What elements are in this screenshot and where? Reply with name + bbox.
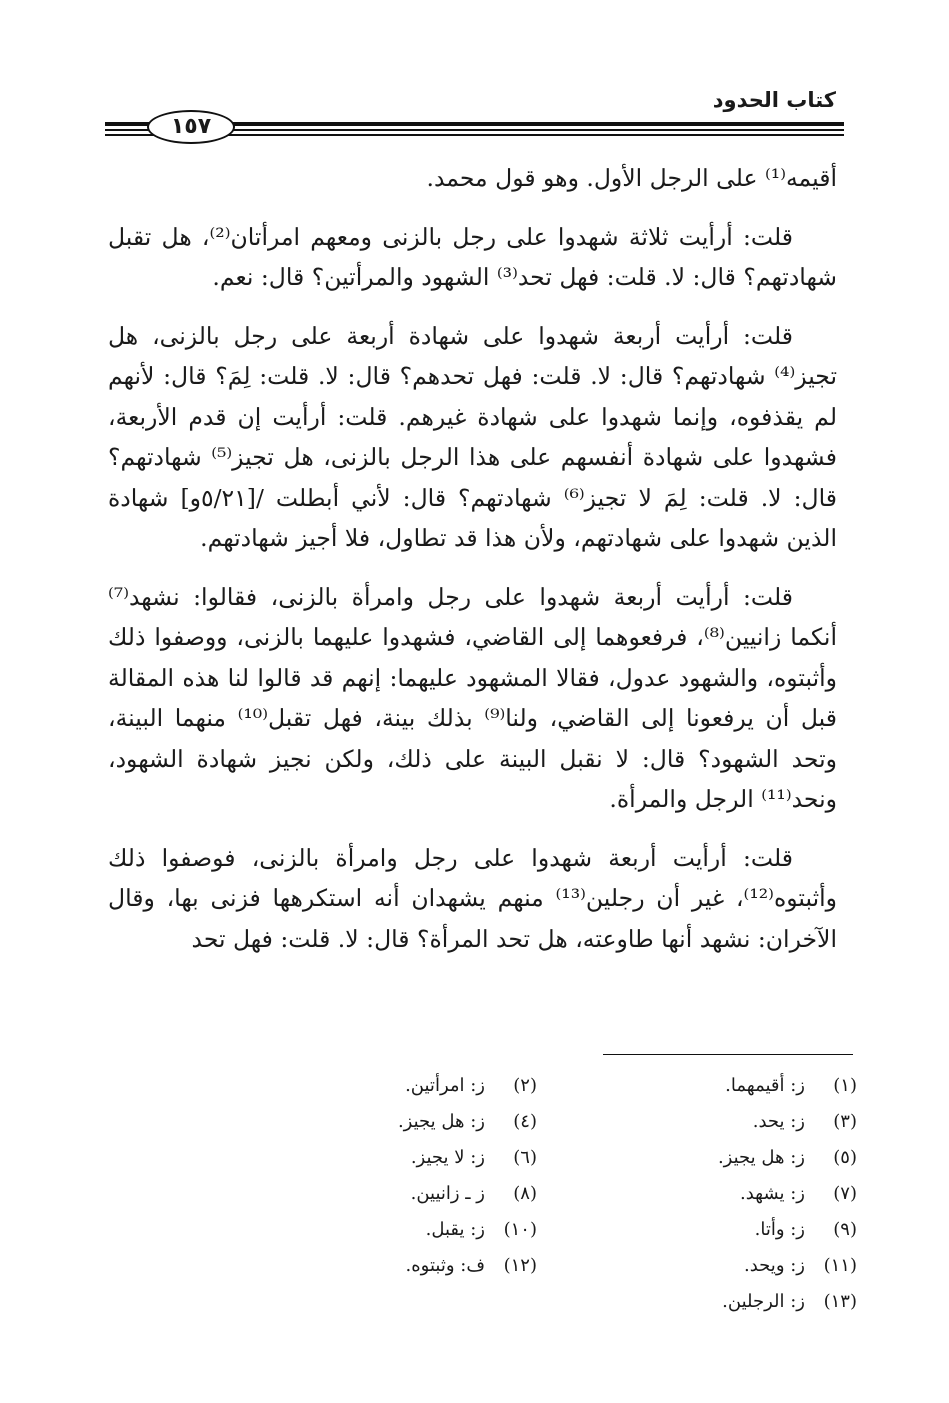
- footnote-text: ز ـ زانيين.: [410, 1183, 485, 1204]
- footnote-text: ز: أقيمهما.: [725, 1075, 805, 1096]
- footnote-text: ز: الرجلين.: [722, 1291, 805, 1312]
- footnote-item: [217, 1212, 537, 1248]
- footnote-text: ز: وأتا.: [754, 1219, 805, 1240]
- footnote-item: [217, 1068, 537, 1104]
- footnote-item: [537, 1212, 857, 1248]
- footnote-text: ز: هل يجيز.: [397, 1111, 485, 1132]
- page-number: ١٥٧: [147, 110, 235, 144]
- footnotes: [217, 1068, 857, 1320]
- footnote-item: [537, 1140, 857, 1176]
- footnote-marker: (١٣): [823, 1291, 857, 1312]
- footnote-item: [217, 1104, 537, 1140]
- footnote-marker: (١١): [823, 1255, 857, 1276]
- footnote-text: ف: وثبتوه.: [405, 1255, 485, 1276]
- footnote-text: ز: لا يجيز.: [410, 1147, 485, 1168]
- footnote-text: ز: امرأتين.: [405, 1075, 485, 1096]
- footnote-marker: (١٠): [503, 1219, 537, 1240]
- footnote-marker: (٦): [513, 1147, 537, 1168]
- footnote-divider: [603, 1054, 853, 1055]
- paragraph: قلت: أرأيت ثلاثة شهدوا على رجل بالزنى ومعهم امرأتان⁽²⁾، هل تقبل شهادتهم؟ قال: لا. قلت: فهل تحد⁽³⁾ الشهود والمرأتين؟ قال: نعم.: [108, 222, 837, 291]
- footnote-marker: (٧): [833, 1183, 857, 1204]
- paragraph: قلت: أرأيت أربعة شهدوا على شهادة أربعة على رجل بالزنى، هل تجيز⁽⁴⁾ شهادتهم؟ قال: لا. قلت: فهل تحدهم؟ قال: لا. قلت: لِمَ؟ قال: لأنهم لم يقذفوه، وإنما شهدوا على شهادة غيرهم. قلت: أرأيت إن قدم الأربعة، فشهدوا على شهادة أنفسهم على هذا الرجل بالزنى، هل تجيز⁽⁵⁾ شهادتهم؟ قال: لا. قلت: لِمَ لا تجيز⁽⁶⁾ شهادتهم؟ قال: لأني أبطلت /[٥/٢١و] شهادة الذين شهدوا على شهادتهم، ولأن هذا قد تطاول، فلا أجيز شهادتهم.: [108, 321, 837, 552]
- footnote-text: ز: يقبل.: [425, 1219, 485, 1240]
- footnote-item: [537, 1284, 857, 1320]
- footnote-text: ز: هل يجيز.: [717, 1147, 805, 1168]
- footnote-marker: (٥): [833, 1147, 857, 1168]
- page-header: [105, 82, 844, 144]
- paragraph: قلت: أرأيت أربعة شهدوا على رجل وامرأة بالزنى، فوصفوا ذلك وأثبتوه⁽¹²⁾، غير أن رجلين⁽¹³⁾ منهم يشهدان أنه استكرهها فزنى بها، وقال الآخران: نشهد أنها طاوعته، هل تحد المرأة؟ قال: لا. قلت: فهل تحد: [108, 843, 837, 953]
- footnote-marker: (٨): [513, 1183, 537, 1204]
- chapter-title: كتاب الحدود: [712, 88, 836, 112]
- paragraph: أقيمه⁽¹⁾ على الرجل الأول. وهو قول محمد.: [426, 164, 837, 192]
- footnote-item: [217, 1140, 537, 1176]
- footnote-item: [537, 1068, 857, 1104]
- footnote-marker: (٢): [513, 1075, 537, 1096]
- footnote-marker: (١): [833, 1075, 857, 1096]
- footnote-marker: (٩): [833, 1219, 857, 1240]
- footnote-marker: (٤): [513, 1111, 537, 1132]
- main-text: [108, 158, 837, 977]
- footnote-item: [537, 1176, 857, 1212]
- footnote-text: ز: ويحد.: [744, 1255, 805, 1276]
- footnote-marker: (١٢): [503, 1255, 537, 1276]
- footnote-text: ز: يشهد.: [739, 1183, 805, 1204]
- footnote-text: ز: يحد.: [752, 1111, 805, 1132]
- paragraph: قلت: أرأيت أربعة شهدوا على رجل وامرأة بالزنى، فقالوا: نشهد⁽⁷⁾ أنكما زانيين⁽⁸⁾، فرفعوهما إلى القاضي، فشهدوا عليهما بالزنى، ووصفوا ذلك وأثبتوه، والشهود عدول، فقالا المشهود عليهما: إنهم قد قالوا لنا هذه المقالة قبل أن يرفعونا إلى القاضي، ولنا⁽⁹⁾ بذلك بينة، فهل تقبل⁽¹⁰⁾ منهما البينة، وتحد الشهود؟ قال: لا نقبل البينة على ذلك، ولكن نجيز شهادة الشهود، ونحد⁽¹¹⁾ الرجل والمرأة.: [108, 582, 837, 813]
- footnote-item: [537, 1248, 857, 1284]
- footnote-marker: (٣): [833, 1111, 857, 1132]
- footnote-item: [217, 1176, 537, 1212]
- footnote-item: [537, 1104, 857, 1140]
- footnote-item: [217, 1248, 537, 1284]
